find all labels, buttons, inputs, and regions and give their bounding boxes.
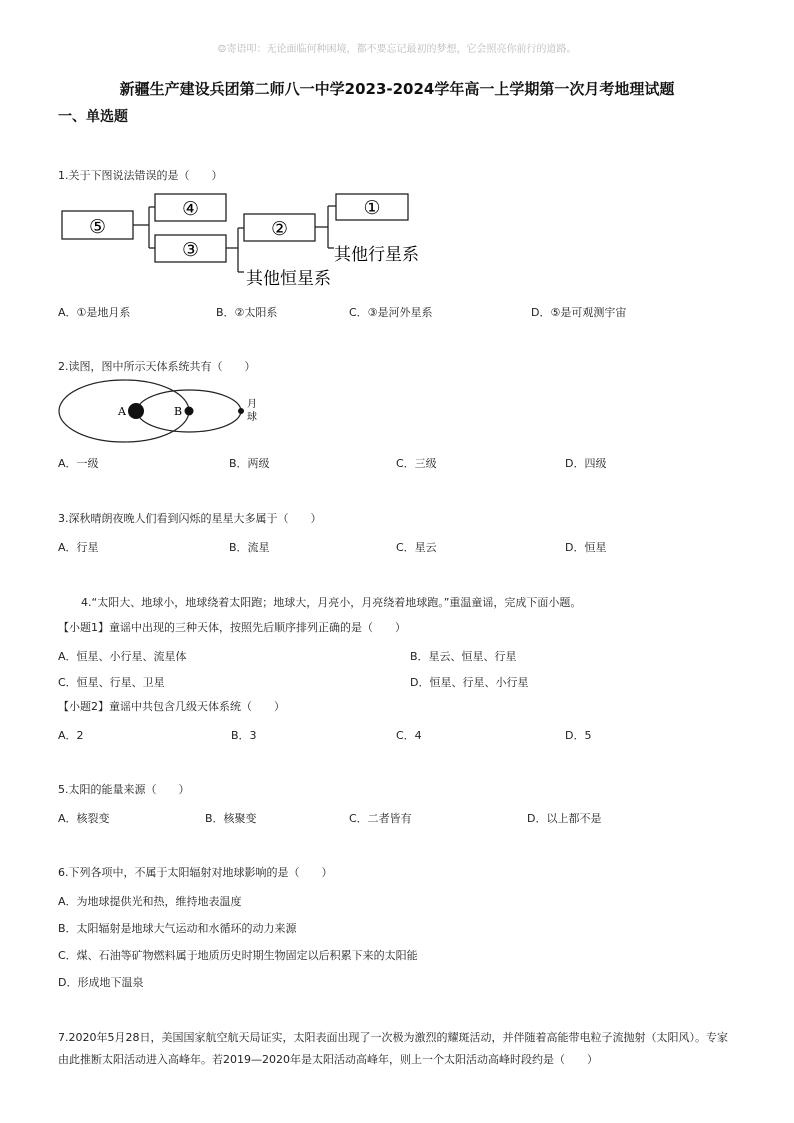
page-title: 新疆生产建设兵团第二师八一中学2023-2024学年高一上学期第一次月考地理试题: [119, 80, 675, 98]
q1-label-other-planetary-systems: 其他行星系: [334, 245, 419, 265]
q2-label-a: A: [118, 405, 126, 418]
q2-body-b: [185, 407, 194, 416]
q2-label-moon-2: 球: [247, 412, 257, 423]
q3-stem: 3.深秋晴朗夜晚人们看到闪烁的星星大多属于（ ）: [58, 512, 322, 525]
q1-label-other-stellar-systems: 其他恒星系: [246, 269, 331, 289]
q2-option-d[interactable]: D．四级: [565, 457, 607, 470]
q6-option-d[interactable]: D．形成地下温泉: [58, 976, 144, 989]
q4-sub1-option-a[interactable]: A．恒星、小行星、流星体: [58, 650, 187, 663]
q6-option-c[interactable]: C．煤、石油等矿物燃料属于地质历史时期生物固定以后积累下来的太阳能: [58, 949, 418, 962]
q1-box-4-label: ④: [181, 198, 200, 220]
page-motto: ☺寄语叩：无论面临何种困境，都不要忘记最初的梦想，它会照亮你前行的道路。: [217, 44, 577, 55]
q6-stem: 6.下列各项中，不属于太阳辐射对地球影响的是（ ）: [58, 866, 333, 879]
q1-box-2-label: ②: [270, 218, 289, 240]
q2-figure: [58, 378, 288, 450]
q2-label-b: B: [174, 405, 183, 418]
q2-option-a[interactable]: A．一级: [58, 457, 99, 470]
q4-sub2-option-b[interactable]: B．3: [231, 729, 257, 742]
q4-sub1-option-d[interactable]: D．恒星、行星、小行星: [410, 676, 529, 689]
q3-option-c[interactable]: C．星云: [396, 541, 437, 554]
q1-box-3-label: ③: [181, 239, 200, 261]
q1-stem: 1.关于下图说法错误的是（ ）: [58, 169, 223, 182]
q6-option-a[interactable]: A．为地球提供光和热，维持地表温度: [58, 895, 242, 908]
q4-stem: 4.“太阳大、地球小，地球绕着太阳跑；地球大，月亮小，月亮绕着地球跑。”重温童谣，完成下面小题。: [81, 596, 582, 609]
q4-sub1-stem: 【小题1】童谣中出现的三种天体，按照先后顺序排列正确的是（ ）: [58, 621, 406, 634]
q1-box-5-label: ⑤: [88, 216, 107, 238]
q3-option-a[interactable]: A．行星: [58, 541, 99, 554]
q4-sub2-stem: 【小题2】童谣中共包含几级天体系统（ ）: [58, 700, 285, 713]
q2-option-c[interactable]: C．三级: [396, 457, 437, 470]
q5-stem: 5.太阳的能量来源（ ）: [58, 783, 190, 796]
q4-sub2-option-a[interactable]: A．2: [58, 729, 84, 742]
q6-option-b[interactable]: B．太阳辐射是地球大气运动和水循环的动力来源: [58, 922, 297, 935]
q2-stem: 2.读图，图中所示天体系统共有（ ）: [58, 360, 256, 373]
q1-option-a[interactable]: A．①是地月系: [58, 306, 131, 319]
q2-body-moon: [238, 408, 244, 414]
q4-sub1-option-c[interactable]: C．恒星、行星、卫星: [58, 676, 165, 689]
q5-option-c[interactable]: C．二者皆有: [349, 812, 412, 825]
q2-label-moon-1: 月: [247, 399, 257, 410]
q2-option-b[interactable]: B．两级: [229, 457, 270, 470]
q4-sub1-option-b[interactable]: B．星云、恒星、行星: [410, 650, 517, 663]
q4-sub2-option-c[interactable]: C．4: [396, 729, 422, 742]
q5-option-d[interactable]: D．以上都不是: [527, 812, 602, 825]
q2-body-a: [128, 403, 144, 419]
q1-option-b[interactable]: B．②太阳系: [216, 306, 278, 319]
q1-option-c[interactable]: C．③是河外星系: [349, 306, 433, 319]
q3-option-b[interactable]: B．流星: [229, 541, 270, 554]
q1-option-d[interactable]: D．⑤是可观测宇宙: [531, 306, 627, 319]
section-heading: 一、单选题: [58, 109, 128, 125]
q5-option-a[interactable]: A．核裂变: [58, 812, 110, 825]
q7-stem: 7.2020年5月28日，美国国家航空航天局证实，太阳表面出现了一次极为激烈的耀斑活动，并伴随着高能带电粒子流抛射（太阳风）。专家由此推断太阳活动进入高峰年。若2019—2020年是太阳活动高峰年，则上一个太阳活动高峰时段约是（ ）: [58, 1031, 728, 1066]
q1-box-1-label: ①: [363, 197, 381, 219]
q3-option-d[interactable]: D．恒星: [565, 541, 607, 554]
q5-option-b[interactable]: B．核聚变: [205, 812, 257, 825]
q1-figure: [58, 190, 438, 290]
q4-sub2-option-d[interactable]: D．5: [565, 729, 592, 742]
